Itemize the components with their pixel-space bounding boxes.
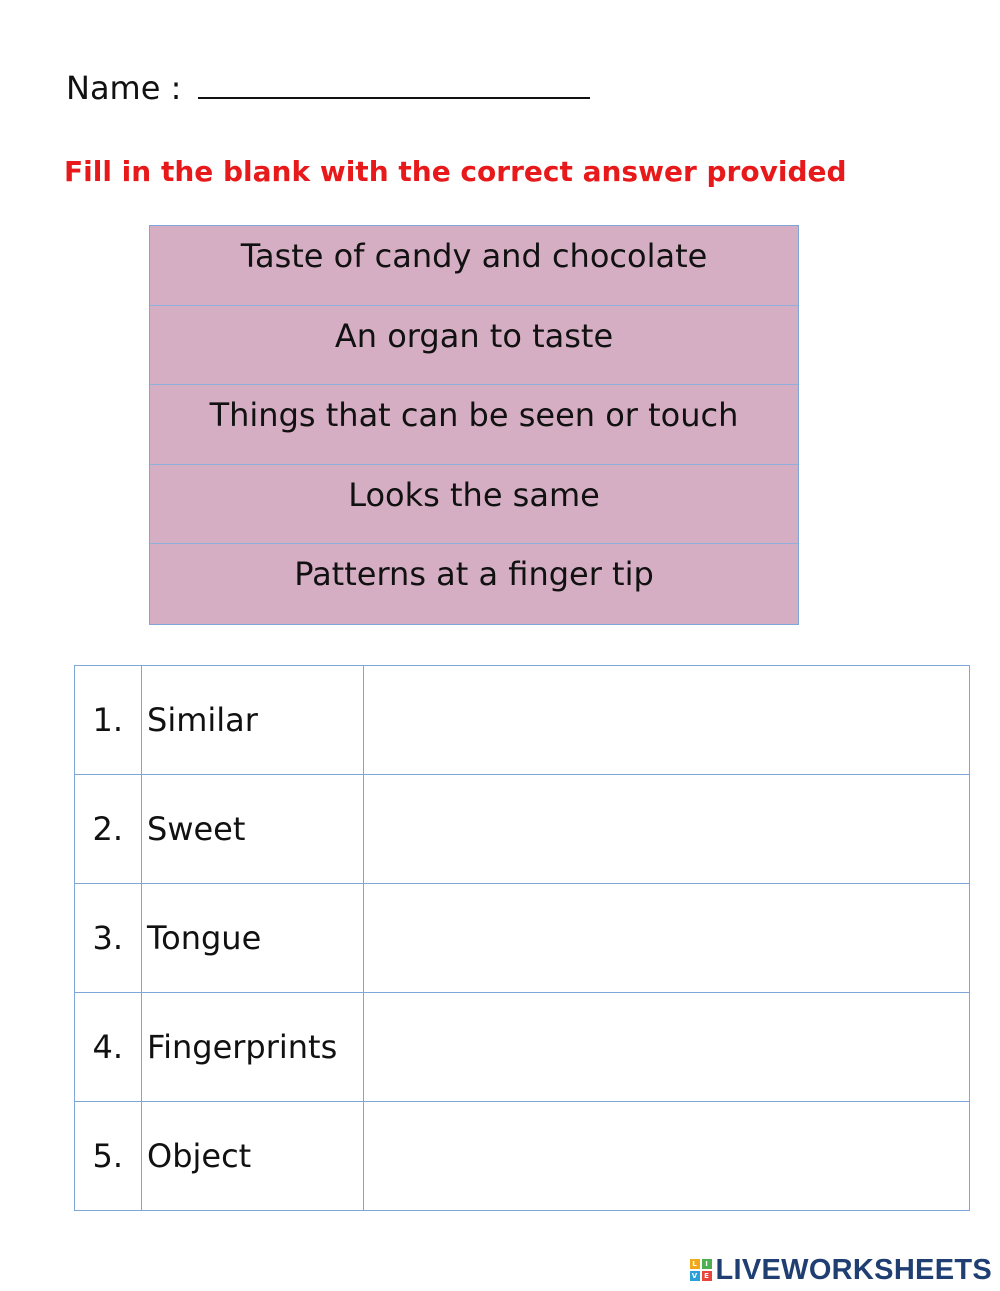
logo-cell: V	[690, 1271, 700, 1281]
question-word: Similar	[142, 666, 364, 775]
question-number: 5.	[75, 1102, 142, 1211]
question-number: 2.	[75, 775, 142, 884]
answer-cell[interactable]	[364, 1102, 970, 1211]
logo-cell: E	[702, 1271, 712, 1281]
clue-box	[149, 225, 799, 625]
answer-cell[interactable]	[364, 993, 970, 1102]
logo-cell: L	[690, 1259, 700, 1269]
logo-icon	[690, 1259, 712, 1281]
name-blank-line	[198, 67, 590, 99]
question-number: 4.	[75, 993, 142, 1102]
table-row	[75, 884, 970, 993]
clue-item: Taste of candy and chocolate	[150, 226, 798, 306]
liveworksheets-logo	[690, 1252, 993, 1288]
logo-text: LIVEWORKSHEETS	[715, 1253, 992, 1286]
clue-item: Things that can be seen or touch	[150, 385, 798, 465]
question-number: 1.	[75, 666, 142, 775]
table-row	[75, 993, 970, 1102]
question-number: 3.	[75, 884, 142, 993]
question-word: Sweet	[142, 775, 364, 884]
answer-cell[interactable]	[364, 775, 970, 884]
table-row	[75, 666, 970, 775]
logo-cell: I	[702, 1259, 712, 1269]
answer-cell[interactable]	[364, 884, 970, 993]
clue-item: An organ to taste	[150, 306, 798, 386]
question-word: Fingerprints	[142, 993, 364, 1102]
question-word: Object	[142, 1102, 364, 1211]
name-label: Name :	[66, 69, 182, 107]
question-word: Tongue	[142, 884, 364, 993]
clue-item: Patterns at a finger tip	[294, 555, 654, 594]
instruction-text: Fill in the blank with the correct answer provided	[64, 155, 847, 188]
name-field	[66, 66, 590, 110]
table-row	[75, 775, 970, 884]
clue-item: Looks the same	[150, 465, 798, 545]
answer-table	[74, 665, 970, 1211]
table-row	[75, 1102, 970, 1211]
answer-cell[interactable]	[364, 666, 970, 775]
